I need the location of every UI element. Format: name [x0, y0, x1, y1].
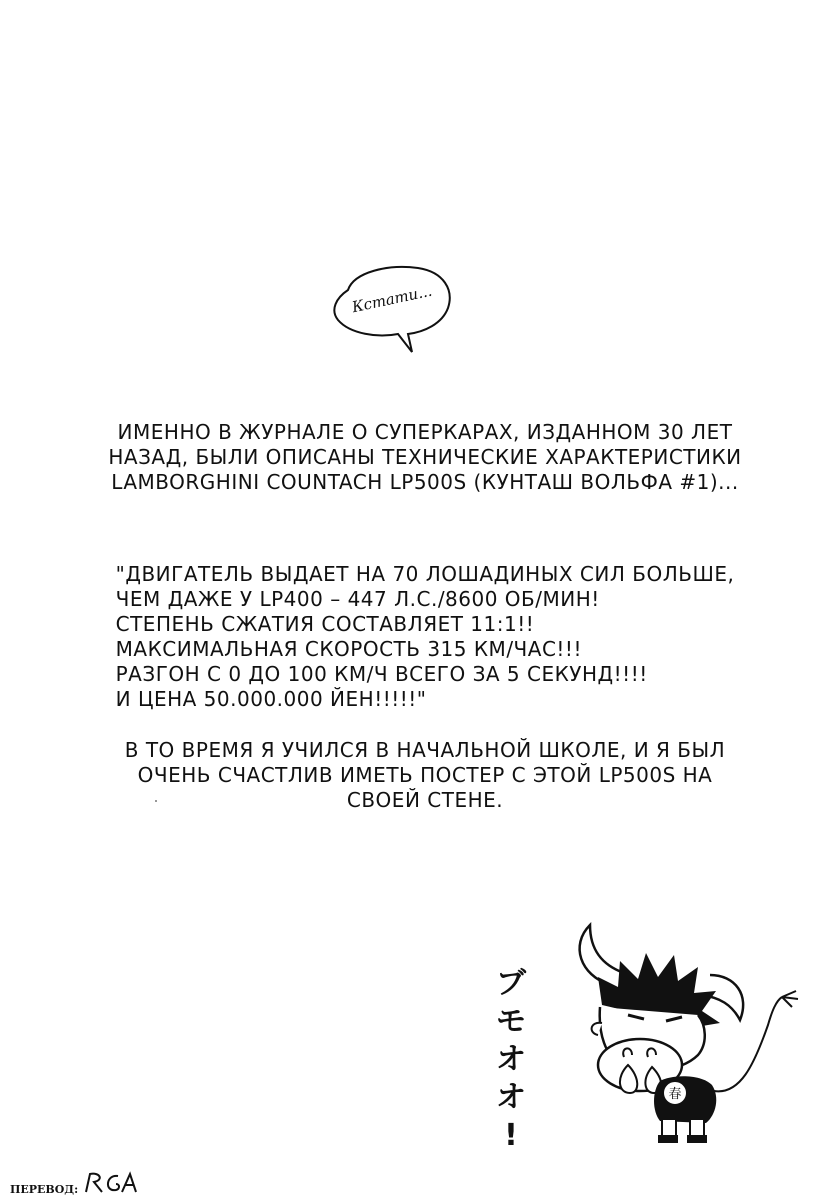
- sfx-char: モ: [496, 1004, 526, 1039]
- paragraph-quote: [90, 562, 760, 712]
- text-line: ИМЕННО В ЖУРНАЛЕ О СУПЕРКАРАХ, ИЗДАННОМ 30 ЛЕТ: [117, 420, 733, 444]
- text-line: СВОЕЙ СТЕНЕ.: [346, 788, 504, 812]
- text-line: ЧЕМ ДАЖЕ У LP400 – 447 Л.С./8600 ОБ/МИН!: [115, 587, 600, 611]
- bull-mascot-drawing: [540, 915, 810, 1155]
- speech-bubble: [328, 262, 454, 354]
- sfx-char: !: [504, 1118, 518, 1153]
- translator-credit: [10, 1170, 140, 1196]
- sfx-char: オ: [496, 1080, 526, 1115]
- ink-speck: [155, 800, 157, 802]
- speech-bubble-text: Кстати...: [350, 281, 434, 317]
- text-line: НАЗАД, БЫЛИ ОПИСАНЫ ТЕХНИЧЕСКИЕ ХАРАКТЕРИСТИКИ: [108, 445, 742, 469]
- text-line: ОЧЕНЬ СЧАСТЛИВ ИМЕТЬ ПОСТЕР С ЭТОЙ LP500S НА: [137, 763, 713, 787]
- text-line: "ДВИГАТЕЛЬ ВЫДАЕТ НА 70 ЛОШАДИНЫХ СИЛ БОЛЬШЕ,: [115, 562, 735, 586]
- text-line: РАЗГОН С 0 ДО 100 КМ/Ч ВСЕГО ЗА 5 СЕКУНД!!!!: [115, 662, 648, 686]
- text-line: СТЕПЕНЬ СЖАТИЯ СОСТАВЛЯЕТ 11:1!!: [115, 612, 535, 636]
- text-line: И ЦЕНА 50.000.000 ЙЕН!!!!!": [115, 687, 427, 711]
- mascot-emblem: 春: [668, 1087, 682, 1102]
- sfx-char: ブ: [496, 966, 526, 1001]
- sfx-char: オ: [496, 1042, 526, 1077]
- bull-mascot-illustration: [540, 915, 810, 1155]
- credit-label: ПЕРЕВОД:: [10, 1183, 79, 1196]
- paragraph-intro: [90, 420, 760, 495]
- text-line: В ТО ВРЕМЯ Я УЧИЛСЯ В НАЧАЛЬНОЙ ШКОЛЕ, И Я БЫЛ: [124, 738, 726, 762]
- sound-effect: [488, 965, 534, 1155]
- text-line: МАКСИМАЛЬНАЯ СКОРОСТЬ 315 КМ/ЧАС!!!: [115, 637, 582, 661]
- translator-signature-logo: [80, 1170, 140, 1196]
- paragraph-memory: [90, 738, 760, 813]
- text-line: LAMBORGHINI COUNTACH LP500S (КУНТАШ ВОЛЬФА #1)...: [111, 470, 739, 494]
